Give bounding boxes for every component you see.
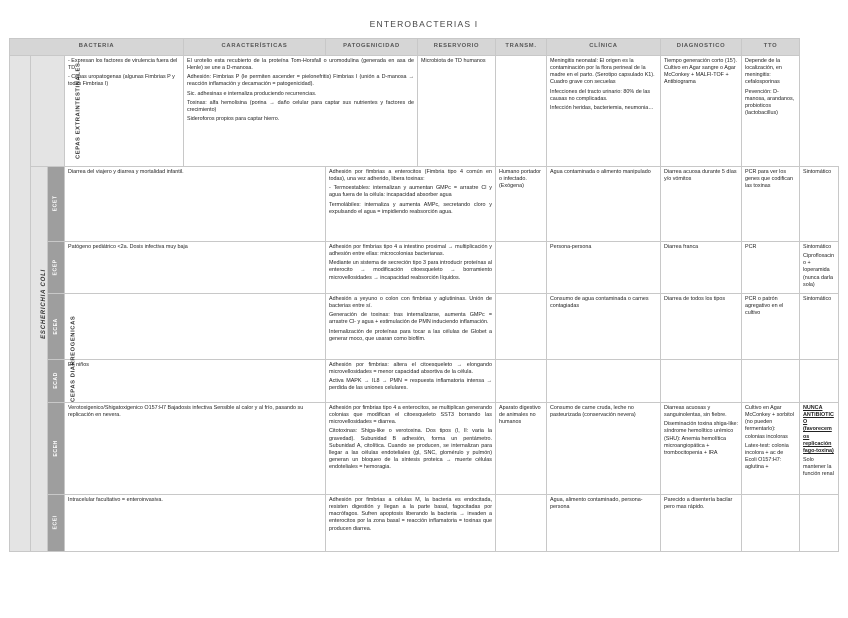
ecet-bacteria: Diarrea del viajero y diarrea y mortalidad infantil. <box>65 167 326 242</box>
extra-bacteria: - Expresan los factores de virulencia fuera del TD - Cepas uropatogenas (algunas Fimbrias P y todas Fimbrias I) <box>65 56 184 167</box>
row-eceh <box>10 403 839 495</box>
ecei-tto <box>800 495 839 552</box>
ecad-reservorio <box>496 360 547 403</box>
row-ecet <box>10 167 839 242</box>
extra-reservorio: Microbiota de TD humanos <box>418 56 496 167</box>
ecea-clinica: Diarrea de todos los tipos <box>661 294 742 360</box>
extra-tto: Depende de la localización, en meningitis: cefalosporinas Pevención: D-manosa, arandanos, probioticos (lactobacillus) <box>742 56 800 167</box>
col-patogenicidad: PATOGENICIDAD <box>326 39 418 56</box>
enterobacterias-table <box>9 38 839 552</box>
group-escherichia-coli: ESCHERICHIA COLI <box>10 56 31 552</box>
ecep-clinica: Diarrea franca <box>661 242 742 294</box>
ecad-caracteristicas: Adhesión por fimbrias: altera el citoesqueleto → elongando microvellosidades = menor capacidad absortiva de la célula. Activa MAPK → IL8 → PMN = respuesta inflamatoria intensa → perdida de las uniones celulares. <box>326 360 496 403</box>
eceh-tto: NUNCA ANTIBIOTICO (favorecemos replicación fago-toxina) Solo mantener la función renal <box>800 403 839 495</box>
col-transm: TRANSM. <box>496 39 547 56</box>
extra-transm <box>496 56 547 167</box>
ecet-caracteristicas: Adhesión por fimbrias a enterocitos (Fimbria tipo 4 común en todas), una vez adherido, libera toxinas: - Termoestables: internalizan y aumentan GMPc = arrastre Cl y agua fuera de la célula: incapacidad absorber agua Termolábiles: internaliza y aumenta AMPc, secretando cloro y expulsando el agua = impidiendo reabsorción agua. <box>326 167 496 242</box>
col-clinica: CLÍNICA <box>547 39 661 56</box>
col-bacteria: BACTERIA <box>10 39 184 56</box>
ecep-tto: Sintomático Ciprofloxacino + loperamida (nunca darla sola) <box>800 242 839 294</box>
col-reservorio: RESERVORIO <box>418 39 496 56</box>
ecet-tto: Sintomático <box>800 167 839 242</box>
code-ecea: ECEA <box>48 294 65 360</box>
col-tto: TTO <box>742 39 800 56</box>
eceh-clinica: Diarreas acuosas y sanguinolentas, sin fiebre. Diseminación toxina shiga-like: síndrome hemolítico urémico (SHU): Anemia hemolítica microangiopática + trombocitopenia + IRA <box>661 403 742 495</box>
ecet-transm: Agua contaminada o alimento manipulado <box>547 167 661 242</box>
col-diagnostico: DIAGNOSTICO <box>661 39 742 56</box>
code-ecep: ECEP <box>48 242 65 294</box>
group-diarreogenicas: CEPAS DIARREOGENICAS <box>31 167 48 552</box>
ecep-diagnostico: PCR <box>742 242 800 294</box>
ecet-diagnostico: PCR para ver los genes que codifican las toxinas <box>742 167 800 242</box>
ecea-diagnostico: PCR o patrón agregativo en el cultivo <box>742 294 800 360</box>
eceh-bacteria: Verotoxigenico/Shigatoxigenico O157:H7 Bajadosis infectiva Sensible al calor y al frío, pasando su replicación en nevera. <box>65 403 326 495</box>
col-caracteristicas: CARACTERÍSTICAS <box>184 39 326 56</box>
ecad-clinica <box>661 360 742 403</box>
ecad-bacteria: En niños <box>65 360 326 403</box>
ecea-caracteristicas: Adhesión a yeyuno o colon con fimbrias y aglutininas. Unión de bacterias entre sí. Generación de toxinas: tras internalizarse, aumenta GMPc = arrastre Cl- y agua + estimulación de PMN induciendo inflamación. Internalización de proteínas para tocar a las células de Globet a generar moco, que usaran como biofilm. <box>326 294 496 360</box>
eceh-reservorio: Aparato digestivo de animales no humanos <box>496 403 547 495</box>
row-ecei <box>10 495 839 552</box>
extra-diagnostico: Tiempo generación corto (15'). Cultivo en Agar sangre o Agar McConkey + MALFI-TOF + Antibiograma <box>661 56 742 167</box>
group-extraintestinales: CEPAS EXTRAINTESTINALES <box>31 56 65 167</box>
ecet-clinica: Diarrea acuosa durante 5 días y/o vómitos <box>661 167 742 242</box>
ecep-reservorio <box>496 242 547 294</box>
ecad-diagnostico <box>742 360 800 403</box>
ecea-transm: Consumo de agua contaminada o carnes contagiadas <box>547 294 661 360</box>
ecad-transm <box>547 360 661 403</box>
ecei-diagnostico <box>742 495 800 552</box>
eceh-caracteristicas: Adhesión por fimbrias tipo 4 a enterocitos, se multiplican generando colonias que modifican el citoesqueleto SST3 borrando las microvellosidades = diarrea. Citotoxinas: Shiga-like o verotoxina. Dos tipos (I, II: varia la gravedad). Subunidad B adhesión, forma un pentámetro. Subunidad A, citolítica. Cuando se producen, se internalizan para llegar a las células endoteliales (gl, SNC, glomérulo y pulmón) generan un bloqueo de la síntesis proteica → muerte células endoteliales = hemoragia. <box>326 403 496 495</box>
ecea-reservorio <box>496 294 547 360</box>
ecea-tto: Sintomático <box>800 294 839 360</box>
code-ecet: ECET <box>48 167 65 242</box>
ecad-tto <box>800 360 839 403</box>
ecet-reservorio: Humano portador o infectado. (Exógena) <box>496 167 547 242</box>
ecei-clinica: Parecido a disentería bacilar pero mas rápido. <box>661 495 742 552</box>
code-eceh: ECEH <box>48 403 65 495</box>
ecep-caracteristicas: Adhesión por fimbrias tipo 4 a intestino proximal → multiplicación y adhesión entre ellas: microcolonias bacterianas. Mediante un sistema de secreción tipo 3 para introducir proteínas al enterocito → modificación citoesqueleto → borramiento microvellosidades → incapacidad reabsorción líquidos. <box>326 242 496 294</box>
ecep-transm: Persona-persona <box>547 242 661 294</box>
ecep-bacteria: Patógeno pediátrico <2a. Dosis infectiva muy baja <box>65 242 326 294</box>
extra-caracteristicas: El urotelio esta recubierto de la proteína Tom-Horsfall o uromodulina (generada en asa de Henle) se une a D-manosa. Adhesión: Fimbrias P (le permiten ascender = pielonefritis) Fimbrias I (unión a D-manosa → reacción inflamación y decamación = patogenicidad). Sic. adhesinas e internaliza produciendo recurrencias. Toxinas: alfa hemolisina (porina → daño celular para captar sus nutrientes y factores de crecimiento) Sideroforos propios para captar hierro. <box>184 56 418 167</box>
ecei-caracteristicas: Adhesión por fimbrias a células M, la bacteria es endocitada, resisten digestión y llegan a la parte basal, fagocitadas por macrófagos. Sufren apoptosis liberando la bacteria → invaden a enterocitos por la zona basal = reacción inflamatoria = toxinas que producen diarrea. <box>326 495 496 552</box>
ecea-bacteria <box>65 294 326 360</box>
eceh-diagnostico: Cultivo en Agar McConkey + sorbitol (no pueden fermentarlo): colonias incoloras Latex-test: colonia incolora + ac de Ecoli O157:H7: aglutina + <box>742 403 800 495</box>
row-extraintestinales <box>10 56 839 167</box>
row-ecep <box>10 242 839 294</box>
row-ecea <box>10 294 839 360</box>
ecei-reservorio <box>496 495 547 552</box>
ecei-transm: Agua, alimento contaminado, persona-persona <box>547 495 661 552</box>
ecei-bacteria: Intracelular facultativo = enteroinvasiva. <box>65 495 326 552</box>
extra-clinica: Meningitis neonatal: El origen es la contaminación por la flora perineal de la madre en el parto. (Serotipo capsulado K1). Cuadro grave con secuelas Infecciones del tracto urinario: 80% de las causas no complicadas. Infección heridas, bacteriemia, neumonia… <box>547 56 661 167</box>
code-ecad: ECAD <box>48 360 65 403</box>
row-ecad <box>10 360 839 403</box>
eceh-transm: Consumo de carne cruda, leche no pasteurizada (conservación nevera) <box>547 403 661 495</box>
header-row <box>10 39 839 56</box>
page-title: ENTEROBACTERIAS I <box>369 19 479 29</box>
code-ecei: ECEI <box>48 495 65 552</box>
